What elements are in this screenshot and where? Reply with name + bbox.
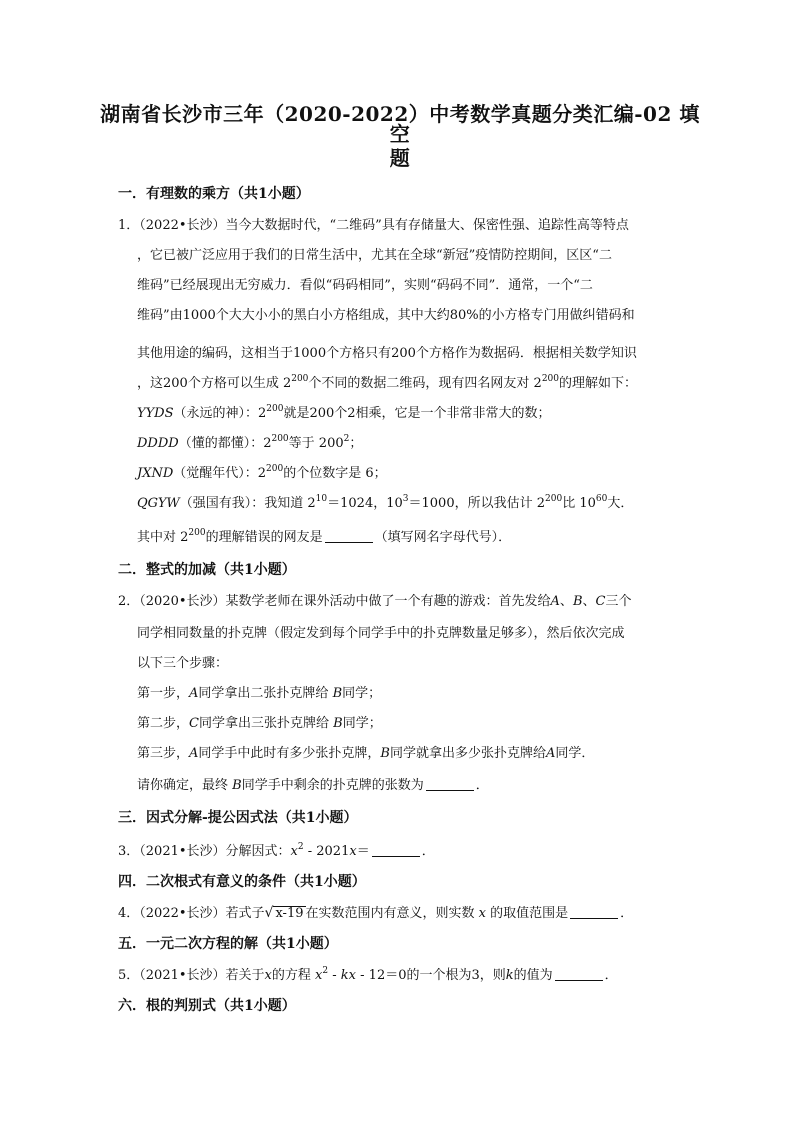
exponent: 200 (541, 374, 559, 384)
q1-opinion-yyds: YYDS（永远的神）：$2^{200}$就是200个2相乘，它是一个非常非常大的数； (137, 404, 551, 421)
q2-line-2: 同学相同数量的扑克牌（假定发到每个同学手中的扑克牌数量足够多），然后依次完成 (137, 626, 625, 641)
q1-question: 其中对 $2^{200}$的理解错误的网友是 （填写网名字母代号）． (137, 528, 512, 545)
radical-sign-icon: √ (264, 905, 274, 921)
section-heading-2: 二．整式的加减（共1小题） (118, 562, 296, 578)
section-heading-4: 四．二次根式有意义的条件（共1小题） (118, 874, 366, 890)
q1-line-4: 维码”由1000个大大小小的黑白小方格组成，其中大约80%的小方格专门用做纠错码和 (137, 308, 635, 323)
answer-blank[interactable] (426, 778, 474, 791)
q2-step-1: 第一步，A同学拿出二张扑克牌给 B同学； (137, 686, 382, 701)
q1-line-1: 1．（2022•长沙）当今大数据时代，“二维码”具有存储量大、保密性强、追踪性高等特点 (118, 218, 629, 233)
q1-opinion-dddd: DDDD（懂的都懂）：$2^{200}$等于 $200^2$； (137, 434, 363, 451)
answer-blank[interactable] (555, 968, 603, 981)
answer-blank[interactable] (570, 906, 618, 919)
radicand: x-19 (275, 906, 304, 921)
q1-line-6: ，这200个方格可以生成 $2^{200}$个不同的数据二维码，现有四名网友对 $2^{200}$的理解如下： (137, 374, 638, 391)
q1-line-3: 维码”已经展现出无穷威力．看似“码码相同”，实则“码码不同”．通常，一个“二 (137, 278, 593, 293)
document-title-line-2: 题 (389, 146, 411, 170)
q1-opinion-qgyw: QGYW（强国有我）：我知道 $2^{10}=1024$，$10^3=1000$，所以我估计 $2^{200}$比 $10^{60}$大． (137, 494, 634, 511)
q2-question: 请你确定，最终 B同学手中剩余的扑克牌的张数为 ． (137, 778, 489, 793)
q3-line: 3．（2021•长沙）分解因式：$x^2 - 2021x=$ ． (118, 842, 435, 859)
q5-line: 5．（2021•长沙）若关于x的方程 $x^2$ - kx - 12＝0的一个根为3，则k的值为 ． (118, 966, 618, 983)
q2-step-3: 第三步，A同学手中此时有多少张扑克牌，B同学就拿出多少张扑克牌给A同学． (137, 746, 595, 761)
section-heading-3: 三．因式分解-提公因式法（共1小题） (118, 810, 358, 826)
q1-opinion-jxnd: JXND（觉醒年代）：$2^{200}$的个位数字是 6； (137, 464, 387, 481)
section-heading-5: 五．一元二次方程的解（共1小题） (118, 936, 338, 952)
q2-step-2: 第二步，C同学拿出三张扑克牌给 B同学； (137, 716, 382, 731)
section-heading-6: 六．根的判别式（共1小题） (118, 998, 296, 1014)
answer-blank[interactable] (325, 530, 373, 543)
q2-line-1: 2．（2020•长沙）某数学老师在课外活动中做了一个有趣的游戏：首先发给A、B、C三个 (118, 594, 632, 609)
answer-blank[interactable] (372, 844, 420, 857)
section-heading-1: 一．有理数的乘方（共1小题） (118, 186, 310, 202)
q4-line: 4．（2022•长沙）若式子√ x-19 在实数范围内有意义，则实数 x 的取值范围是 ． (118, 905, 634, 921)
exponent: 200 (291, 374, 309, 384)
q1-line-5: 其他用途的编码，这相当于1000个方格只有200个方格作为数据码．根据相关数学知识 (137, 346, 637, 361)
q2-line-3: 以下三个步骤： (137, 656, 229, 671)
q1-line-2: ，它已被广泛应用于我们的日常生活中，尤其在全球“新冠”疫情防控期间，区区“二 (137, 248, 612, 263)
document-title-line-1: 湖南省长沙市三年（2020-2022）中考数学真题分类汇编-02 填空 (100, 102, 700, 146)
